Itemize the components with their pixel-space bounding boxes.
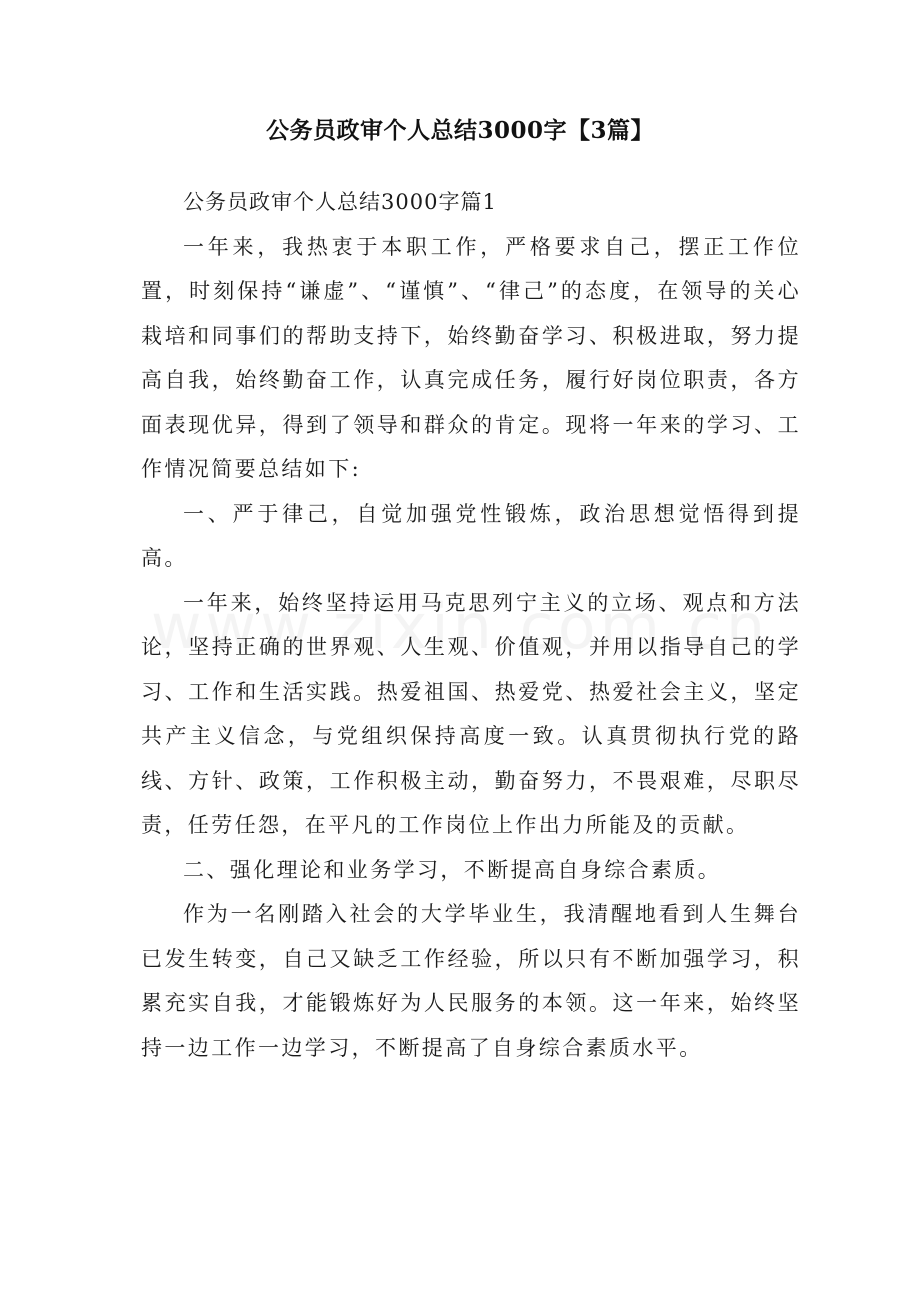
heading-section-1: 一、严于律己，自觉加强党性锻炼，政治思想觉悟得到提高。 xyxy=(141,501,801,570)
document-title: 公务员政审个人总结3000字【3篇】 xyxy=(265,117,655,144)
document-body xyxy=(141,180,801,1070)
paragraph-section-2: 作为一名刚踏入社会的大学毕业生，我清醒地看到人生舞台已发生转变，自己又缺乏工作经验，所以只有不断加强学习，积累充实自我，才能锻炼好为人民服务的本领。这一年来，始终坚持一边工作一边学习，不断提高了自身综合素质水平。 xyxy=(141,902,801,1060)
section-subtitle: 公务员政审个人总结3000字篇1 xyxy=(183,190,497,214)
paragraph-section-1: 一年来，始终坚持运用马克思列宁主义的立场、观点和方法论，坚持正确的世界观、人生观、价值观，并用以指导自己的学习、工作和生活实践。热爱祖国、热爱党、热爱社会主义，坚定共产主义信念，与党组织保持高度一致。认真贯彻执行党的路线、方针、政策，工作积极主动，勤奋努力，不畏艰难，尽职尽责，任劳任怨，在平凡的工作岗位上作出力所能及的贡献。 xyxy=(141,590,801,837)
heading-section-2: 二、强化理论和业务学习，不断提高自身综合素质。 xyxy=(183,857,722,882)
paragraph-intro: 一年来，我热衷于本职工作，严格要求自己，摆正工作位置，时刻保持“谦虚”、“谨慎”、“律己”的态度，在领导的关心栽培和同事们的帮助支持下，始终勤奋学习、积极进取，努力提高自我，始终勤奋工作，认真完成任务，履行好岗位职责，各方面表现优异，得到了领导和群众的肯定。现将一年来的学习、工作情况简要总结如下: xyxy=(141,234,801,481)
